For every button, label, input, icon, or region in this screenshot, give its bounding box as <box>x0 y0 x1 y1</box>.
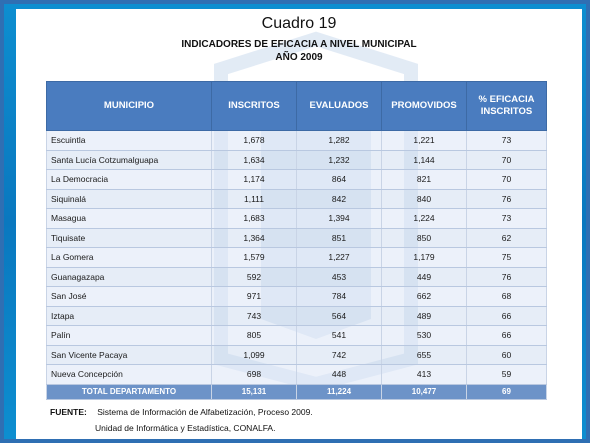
cell-inscritos: 698 <box>212 365 297 385</box>
cell-evaluados: 784 <box>297 287 382 307</box>
cell-inscritos: 1,634 <box>212 150 297 170</box>
table-row <box>47 267 547 287</box>
table-row <box>47 345 547 365</box>
cell-evaluados: 1,227 <box>297 248 382 268</box>
cell-evaluados: 851 <box>297 228 382 248</box>
cell-evaluados: 864 <box>297 170 382 190</box>
header-eficacia <box>467 82 547 131</box>
header-eficacia-line1: % EFICACIA <box>478 94 535 105</box>
total-label: TOTAL DEPARTAMENTO <box>47 384 212 399</box>
cell-promovidos: 1,224 <box>382 209 467 229</box>
header-evaluados: EVALUADOS <box>297 82 382 131</box>
cell-evaluados: 1,232 <box>297 150 382 170</box>
slide <box>16 9 582 439</box>
cell-inscritos: 1,364 <box>212 228 297 248</box>
cell-eficacia: 76 <box>467 189 547 209</box>
cell-municipio: La Gomera <box>47 248 212 268</box>
cell-inscritos: 805 <box>212 326 297 346</box>
cell-eficacia: 66 <box>467 306 547 326</box>
page-title: Cuadro 19 <box>261 15 337 32</box>
table-row <box>47 189 547 209</box>
cell-municipio: La Democracia <box>47 170 212 190</box>
cell-inscritos: 971 <box>212 287 297 307</box>
header-municipio: MUNICIPIO <box>47 82 212 131</box>
cell-promovidos: 449 <box>382 267 467 287</box>
cell-eficacia: 68 <box>467 287 547 307</box>
cell-evaluados: 842 <box>297 189 382 209</box>
header-inscritos: INSCRITOS <box>212 82 297 131</box>
cell-municipio: San Vicente Pacaya <box>47 345 212 365</box>
cell-eficacia: 62 <box>467 228 547 248</box>
cell-municipio: Siquinalá <box>47 189 212 209</box>
table-row <box>47 248 547 268</box>
cell-evaluados: 541 <box>297 326 382 346</box>
cell-eficacia: 70 <box>467 150 547 170</box>
table-row <box>47 306 547 326</box>
footer-source-line1: Sistema de Información de Alfabetización, Proceso 2009. <box>97 407 313 417</box>
cell-promovidos: 840 <box>382 189 467 209</box>
cell-inscritos: 1,683 <box>212 209 297 229</box>
cell-municipio: Nueva Concepción <box>47 365 212 385</box>
cell-eficacia: 70 <box>467 170 547 190</box>
footer-source-line2: Unidad de Informática y Estadística, CONALFA. <box>95 423 276 433</box>
table-total-row <box>47 384 547 399</box>
cell-eficacia: 73 <box>467 131 547 151</box>
cell-municipio: Guanagazapa <box>47 267 212 287</box>
cell-inscritos: 1,579 <box>212 248 297 268</box>
table-row <box>47 365 547 385</box>
cell-evaluados: 453 <box>297 267 382 287</box>
cell-evaluados: 742 <box>297 345 382 365</box>
table-body <box>47 131 547 400</box>
cell-promovidos: 850 <box>382 228 467 248</box>
cell-municipio: San José <box>47 287 212 307</box>
cell-promovidos: 821 <box>382 170 467 190</box>
cell-eficacia: 66 <box>467 326 547 346</box>
table-row <box>47 170 547 190</box>
cell-promovidos: 530 <box>382 326 467 346</box>
table-row <box>47 150 547 170</box>
cell-inscritos: 1,099 <box>212 345 297 365</box>
cell-inscritos: 743 <box>212 306 297 326</box>
table-header-row <box>47 82 547 131</box>
cell-municipio: Santa Lucía Cotzumalguapa <box>47 150 212 170</box>
total-inscritos: 15,131 <box>212 384 297 399</box>
cell-promovidos: 655 <box>382 345 467 365</box>
total-promovidos: 10,477 <box>382 384 467 399</box>
cell-eficacia: 75 <box>467 248 547 268</box>
header-promovidos: PROMOVIDOS <box>382 82 467 131</box>
footer-source <box>50 407 313 417</box>
table-row <box>47 228 547 248</box>
cell-promovidos: 489 <box>382 306 467 326</box>
footer-label: FUENTE: <box>50 407 87 417</box>
total-evaluados: 11,224 <box>297 384 382 399</box>
cell-inscritos: 1,174 <box>212 170 297 190</box>
cell-evaluados: 1,282 <box>297 131 382 151</box>
cell-municipio: Masagua <box>47 209 212 229</box>
cell-eficacia: 76 <box>467 267 547 287</box>
cell-promovidos: 1,144 <box>382 150 467 170</box>
cell-eficacia: 59 <box>467 365 547 385</box>
cell-eficacia: 60 <box>467 345 547 365</box>
efficacy-table <box>46 81 547 400</box>
cell-inscritos: 592 <box>212 267 297 287</box>
total-eficacia: 69 <box>467 384 547 399</box>
cell-municipio: Palín <box>47 326 212 346</box>
cell-promovidos: 413 <box>382 365 467 385</box>
cell-municipio: Escuintla <box>47 131 212 151</box>
table-row <box>47 326 547 346</box>
cell-promovidos: 1,221 <box>382 131 467 151</box>
table-row <box>47 131 547 151</box>
cell-inscritos: 1,111 <box>212 189 297 209</box>
subtitle-year: AÑO 2009 <box>275 52 323 63</box>
slide-frame <box>4 4 586 439</box>
cell-municipio: Tiquisate <box>47 228 212 248</box>
header-eficacia-line2: INSCRITOS <box>480 106 533 117</box>
cell-municipio: Iztapa <box>47 306 212 326</box>
cell-promovidos: 662 <box>382 287 467 307</box>
cell-evaluados: 1,394 <box>297 209 382 229</box>
cell-evaluados: 448 <box>297 365 382 385</box>
cell-inscritos: 1,678 <box>212 131 297 151</box>
subtitle-indicators: INDICADORES DE EFICACIA A NIVEL MUNICIPAL <box>181 39 417 50</box>
table-row <box>47 287 547 307</box>
table-row <box>47 209 547 229</box>
cell-promovidos: 1,179 <box>382 248 467 268</box>
cell-eficacia: 73 <box>467 209 547 229</box>
cell-evaluados: 564 <box>297 306 382 326</box>
